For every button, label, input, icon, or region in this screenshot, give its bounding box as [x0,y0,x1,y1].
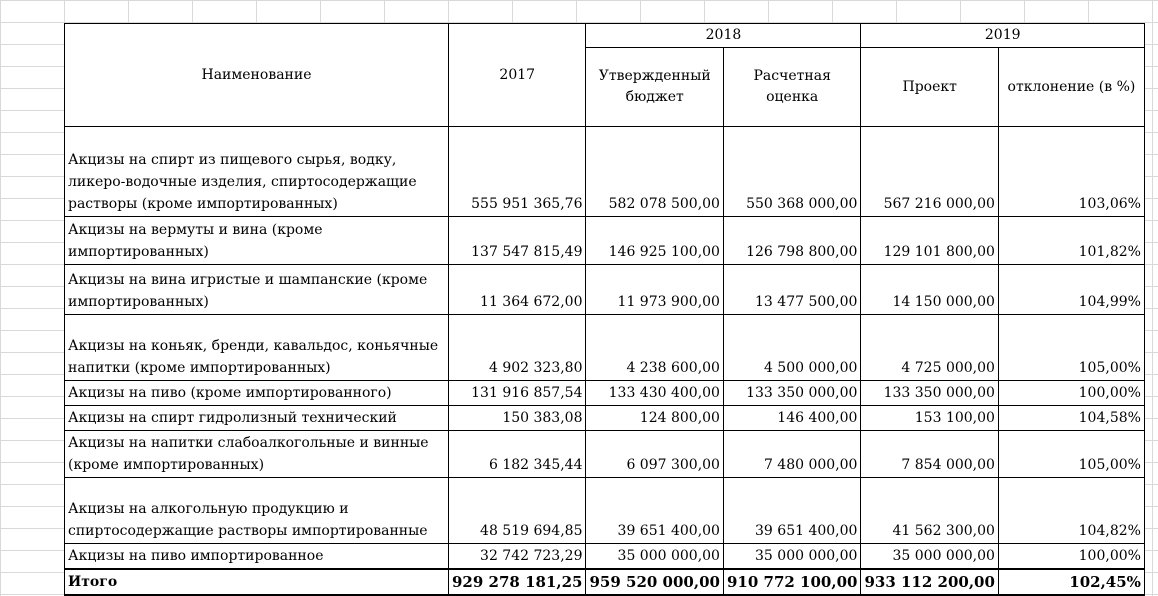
table-row [65,315,1145,381]
table-row [65,406,1145,431]
table-row [65,544,1145,570]
header-project[interactable]: Проект [861,48,998,127]
row-2017[interactable]: 4 902 323,80 [449,315,586,381]
header-name[interactable]: Наименование [65,24,449,127]
total-approved[interactable]: 959 520 000,00 [586,569,723,595]
row-name[interactable]: Акцизы на алкогольную продукцию и спиртосодержащие растворы импортированные [65,478,449,544]
total-deviation[interactable]: 102,45% [998,569,1144,595]
row-approved[interactable]: 133 430 400,00 [586,381,723,406]
table-row [65,478,1145,544]
row-estimate[interactable]: 4 500 000,00 [723,315,860,381]
total-name[interactable]: Итого [65,569,449,595]
table-row [65,381,1145,406]
row-2017[interactable]: 150 383,08 [449,406,586,431]
row-approved[interactable]: 35 000 000,00 [586,544,723,570]
row-project[interactable]: 153 100,00 [861,406,998,431]
table-row [65,217,1145,265]
header-approved-budget[interactable]: Утвержденный бюджет [586,48,723,127]
row-name[interactable]: Акцизы на пиво импортированное [65,544,449,570]
row-estimate[interactable]: 126 798 800,00 [723,217,860,265]
excise-budget-table [64,23,1145,596]
row-name[interactable]: Акцизы на напитки слабоалкогольные и винные (кроме импортированных) [65,431,449,478]
row-project[interactable]: 7 854 000,00 [861,431,998,478]
row-project[interactable]: 129 101 800,00 [861,217,998,265]
row-2017[interactable]: 48 519 694,85 [449,478,586,544]
row-deviation[interactable]: 104,99% [998,265,1144,315]
row-project[interactable]: 4 725 000,00 [861,315,998,381]
row-approved[interactable]: 11 973 900,00 [586,265,723,315]
row-name[interactable]: Акцизы на пиво (кроме импортированного) [65,381,449,406]
header-estimate[interactable]: Расчетная оценка [723,48,860,127]
total-2017[interactable]: 929 278 181,25 [449,569,586,595]
row-estimate[interactable]: 146 400,00 [723,406,860,431]
row-name[interactable]: Акцизы на коньяк, бренди, кавальдос, коньячные напитки (кроме импортированных) [65,315,449,381]
table-row [65,431,1145,478]
total-project[interactable]: 933 112 200,00 [861,569,998,595]
row-deviation[interactable]: 100,00% [998,381,1144,406]
row-estimate[interactable]: 35 000 000,00 [723,544,860,570]
row-project[interactable]: 14 150 000,00 [861,265,998,315]
row-name[interactable]: Акцизы на вермуты и вина (кроме импортированных) [65,217,449,265]
header-2017[interactable]: 2017 [449,24,586,127]
row-2017[interactable]: 11 364 672,00 [449,265,586,315]
row-2017[interactable]: 137 547 815,49 [449,217,586,265]
row-approved[interactable]: 124 800,00 [586,406,723,431]
row-project[interactable]: 41 562 300,00 [861,478,998,544]
row-name[interactable]: Акцизы на спирт гидролизный технический [65,406,449,431]
row-estimate[interactable]: 13 477 500,00 [723,265,860,315]
row-2017[interactable]: 131 916 857,54 [449,381,586,406]
row-project[interactable]: 133 350 000,00 [861,381,998,406]
row-deviation[interactable]: 104,58% [998,406,1144,431]
row-name[interactable]: Акцизы на спирт из пищевого сырья, водку, ликеро-водочные изделия, спиртосодержащие растворы (кроме импортированных) [65,127,449,217]
row-deviation[interactable]: 105,00% [998,431,1144,478]
row-deviation[interactable]: 103,06% [998,127,1144,217]
table-row [65,265,1145,315]
row-project[interactable]: 567 216 000,00 [861,127,998,217]
row-estimate[interactable]: 7 480 000,00 [723,431,860,478]
total-row [65,569,1145,595]
header-deviation[interactable]: отклонение (в %) [998,48,1144,127]
row-approved[interactable]: 6 097 300,00 [586,431,723,478]
header-2019[interactable]: 2019 [861,24,1144,48]
row-name[interactable]: Акцизы на вина игристые и шампанские (кроме импортированных) [65,265,449,315]
row-approved[interactable]: 146 925 100,00 [586,217,723,265]
row-2017[interactable]: 555 951 365,76 [449,127,586,217]
total-estimate[interactable]: 910 772 100,00 [723,569,860,595]
row-project[interactable]: 35 000 000,00 [861,544,998,570]
header-2018[interactable]: 2018 [586,24,861,48]
row-deviation[interactable]: 100,00% [998,544,1144,570]
table-row [65,127,1145,217]
row-estimate[interactable]: 550 368 000,00 [723,127,860,217]
row-2017[interactable]: 32 742 723,29 [449,544,586,570]
row-deviation[interactable]: 105,00% [998,315,1144,381]
row-estimate[interactable]: 39 651 400,00 [723,478,860,544]
row-approved[interactable]: 4 238 600,00 [586,315,723,381]
row-approved[interactable]: 39 651 400,00 [586,478,723,544]
row-deviation[interactable]: 101,82% [998,217,1144,265]
row-approved[interactable]: 582 078 500,00 [586,127,723,217]
row-2017[interactable]: 6 182 345,44 [449,431,586,478]
row-deviation[interactable]: 104,82% [998,478,1144,544]
row-estimate[interactable]: 133 350 000,00 [723,381,860,406]
header-row-years [65,24,1145,48]
